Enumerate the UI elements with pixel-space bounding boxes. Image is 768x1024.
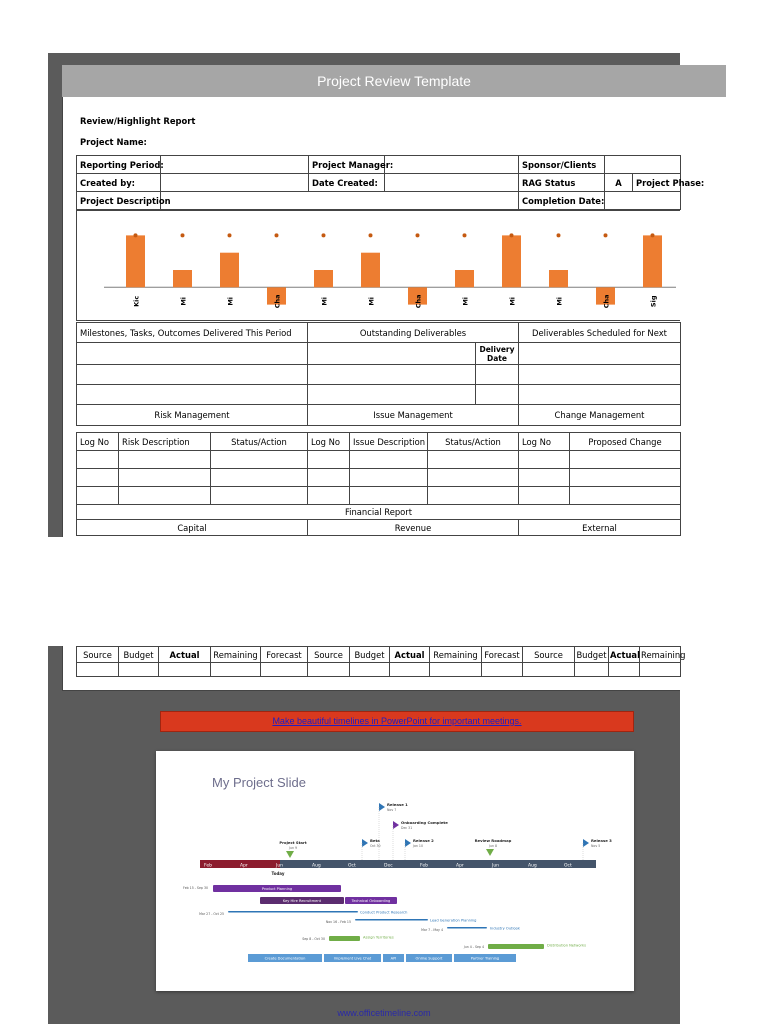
created-by-label: Created by: xyxy=(77,174,161,192)
chart-tick-label: Cha xyxy=(602,294,611,309)
log-header: Log No xyxy=(308,433,350,451)
outstanding-cell[interactable] xyxy=(308,365,476,385)
log-cell[interactable] xyxy=(350,487,428,505)
chart-tick-label: Mi xyxy=(461,296,470,306)
log-cell[interactable] xyxy=(308,469,350,487)
outstanding-cell[interactable] xyxy=(308,343,476,365)
financial-column-header: Remaining xyxy=(640,647,681,663)
financial-report-title: Financial Report xyxy=(77,505,681,520)
sponsor-clients-label: Sponsor/Clients xyxy=(519,156,605,174)
log-cell[interactable] xyxy=(119,487,211,505)
chart-tick-label: Cha xyxy=(273,294,282,309)
timeline-task-label: Key Hire Recruitment xyxy=(282,899,322,903)
timeline-milestone-label: Beta xyxy=(370,838,380,843)
timeline-milestone-marker xyxy=(405,839,411,847)
project-manager-field[interactable] xyxy=(385,156,519,174)
timeline-milestone-date: Jun 8 xyxy=(488,844,498,848)
timeline-milestone-label: Project Start xyxy=(279,840,307,845)
financial-cell[interactable] xyxy=(211,663,261,677)
log-header: Issue Description xyxy=(350,433,428,451)
timeline-milestone-date: Oct 30 xyxy=(370,844,381,848)
timeline-task-bar xyxy=(447,927,487,929)
timeline-task-label: Technical Onboarding xyxy=(351,899,391,903)
timeline-task-dates: Sep 8 - Oct 30 xyxy=(302,937,325,941)
chart-marker xyxy=(322,233,326,237)
financial-column-header: Source xyxy=(308,647,350,663)
timeline-today-label: Today xyxy=(271,871,285,876)
financial-cell[interactable] xyxy=(523,663,575,677)
project-description-label: Project Description xyxy=(77,192,161,210)
timeline-task-bar xyxy=(228,911,358,913)
log-cell[interactable] xyxy=(350,451,428,469)
chart-bar xyxy=(361,253,380,288)
financial-cell[interactable] xyxy=(350,663,390,677)
log-cell[interactable] xyxy=(428,487,519,505)
promo-link[interactable]: Make beautiful timelines in PowerPoint for important meetings. xyxy=(272,716,522,726)
timeline-task-dates: Feb 15 - Sep 30 xyxy=(183,886,208,890)
chart-marker xyxy=(604,233,608,237)
date-created-label: Date Created: xyxy=(309,174,385,192)
reporting-period-label: Reporting Period: xyxy=(77,156,161,174)
timeline-task-label: Product Planning xyxy=(261,887,293,891)
timeline-milestone-marker xyxy=(393,821,399,829)
log-cell[interactable] xyxy=(211,469,308,487)
financial-column-header: Remaining xyxy=(211,647,261,663)
chart-tick-label: Kic xyxy=(132,295,141,307)
financial-column-header: Budget xyxy=(575,647,609,663)
milestones-header: Milestones, Tasks, Outcomes Delivered This Period xyxy=(77,323,308,343)
log-cell[interactable] xyxy=(211,487,308,505)
scheduled-next-cell[interactable] xyxy=(519,365,681,385)
date-created-field[interactable] xyxy=(385,174,519,192)
log-cell[interactable] xyxy=(308,487,350,505)
timeline-task-label: Distribution Networks xyxy=(547,943,586,948)
project-description-field[interactable] xyxy=(161,192,519,210)
chart-marker xyxy=(510,233,514,237)
template-title: Project Review Template xyxy=(62,65,726,97)
timeline-milestone-date: Jun 9 xyxy=(288,846,298,850)
log-header: Proposed Change xyxy=(570,433,681,451)
chart-marker xyxy=(228,233,232,237)
financial-cell[interactable] xyxy=(640,663,681,677)
financial-column-header: Forecast xyxy=(261,647,308,663)
timeline-month-label: Jun xyxy=(276,863,284,869)
chart-bar xyxy=(502,235,521,287)
timeline-task-label: Industry Outlook xyxy=(490,926,520,931)
chart-tick-label: Mi xyxy=(179,296,188,306)
timeline-milestone-label: Review Roadmap xyxy=(474,838,512,843)
management-log-table xyxy=(76,432,681,505)
chart-tick-label: Mi xyxy=(320,296,329,306)
chart-tick-label: Mi xyxy=(555,296,564,306)
chart-marker xyxy=(275,233,279,237)
milestone-bar-chart xyxy=(72,215,680,319)
timeline-task-dates: Mar 7 - May 4 xyxy=(421,928,443,932)
chart-tick-label: Mi xyxy=(508,296,517,306)
timeline-milestone-label: Release 1 xyxy=(387,802,408,807)
delivery-date-cell[interactable] xyxy=(476,365,519,385)
timeline-task-label: Conduct Product Research xyxy=(360,910,408,915)
timeline-month-label: Jun xyxy=(492,863,500,869)
revenue-header: Revenue xyxy=(308,520,519,536)
timeline-task-dates: Mar 27 - Oct 25 xyxy=(199,912,224,916)
log-cell[interactable] xyxy=(119,451,211,469)
scheduled-next-cell[interactable] xyxy=(519,385,681,405)
chart-marker xyxy=(369,233,373,237)
financial-column-header: Actual xyxy=(159,647,211,663)
change-management-header: Change Management xyxy=(519,405,681,426)
timeline-month-label: Aug xyxy=(312,863,321,869)
chart-bar xyxy=(126,235,145,287)
timeline-graphic xyxy=(156,751,634,991)
log-cell[interactable] xyxy=(428,451,519,469)
project-name-label: Project Name: xyxy=(80,137,147,147)
milestones-cell[interactable] xyxy=(77,385,308,405)
log-cell[interactable] xyxy=(77,451,119,469)
timeline-task-bar xyxy=(488,944,544,949)
financial-cell[interactable] xyxy=(609,663,640,677)
financial-column-header: Source xyxy=(77,647,119,663)
timeline-phase-label: Implement Live Chat xyxy=(333,956,372,961)
delivery-date-header: Delivery Date xyxy=(476,343,519,365)
chart-marker xyxy=(557,233,561,237)
financial-cell[interactable] xyxy=(159,663,211,677)
timeline-milestone-date: Dec 31 xyxy=(401,826,413,830)
timeline-milestone-date: Jan 10 xyxy=(413,844,423,848)
timeline-milestone-marker xyxy=(286,851,294,858)
log-cell[interactable] xyxy=(119,469,211,487)
timeline-milestone-marker xyxy=(362,839,368,847)
log-cell[interactable] xyxy=(77,469,119,487)
timeline-task-label: Lead Generation Planning xyxy=(430,918,477,923)
log-header: Log No xyxy=(519,433,570,451)
financial-column-header: Budget xyxy=(119,647,159,663)
financial-column-header: Budget xyxy=(350,647,390,663)
timeline-milestone-label: Release 3 xyxy=(591,838,612,843)
log-cell[interactable] xyxy=(570,469,681,487)
timeline-phase-label: Create Documentation xyxy=(264,956,306,961)
sponsor-clients-field[interactable] xyxy=(605,156,681,174)
chart-bar xyxy=(643,235,662,287)
timeline-month-label: Feb xyxy=(204,863,212,869)
scheduled-next-cell[interactable] xyxy=(519,343,681,365)
financial-cell[interactable] xyxy=(390,663,430,677)
timeline-milestone-date: Nov 7 xyxy=(387,808,397,812)
project-info-table xyxy=(76,155,705,210)
created-by-field[interactable] xyxy=(161,174,309,192)
financial-cell[interactable] xyxy=(482,663,523,677)
project-phase-label: Project Phase: xyxy=(633,174,681,192)
rag-status-label: RAG Status xyxy=(519,174,605,192)
chart-tick-label: Sig xyxy=(649,295,658,308)
log-cell[interactable] xyxy=(519,469,570,487)
log-cell[interactable] xyxy=(519,487,570,505)
timeline-milestone-date: Nov 5 xyxy=(591,844,601,848)
chart-marker xyxy=(134,233,138,237)
timeline-month-label: Aug xyxy=(528,863,537,869)
chart-bar xyxy=(549,270,568,287)
timeline-month-label: Feb xyxy=(420,863,428,869)
financial-report-table xyxy=(76,504,681,536)
timeline-phase-label: Online Support xyxy=(415,956,443,961)
log-cell[interactable] xyxy=(570,451,681,469)
chart-marker xyxy=(416,233,420,237)
financial-cell[interactable] xyxy=(77,663,119,677)
timeline-task-dates: Jun 4 - Sep 4 xyxy=(463,945,484,949)
timeline-phase-label: API xyxy=(390,956,397,961)
chart-bar xyxy=(455,270,474,287)
chart-bar xyxy=(220,253,239,288)
slide-title: My Project Slide xyxy=(212,775,306,790)
outstanding-header: Outstanding Deliverables xyxy=(308,323,519,343)
timeline-month-label: Apr xyxy=(456,863,464,869)
issue-management-header: Issue Management xyxy=(308,405,519,426)
timeline-slide-preview[interactable] xyxy=(156,751,634,991)
financial-cell[interactable] xyxy=(430,663,482,677)
log-header: Status/Action xyxy=(211,433,308,451)
chart-bar xyxy=(173,270,192,287)
completion-date-label: Completion Date: xyxy=(519,192,605,210)
log-header: Log No xyxy=(77,433,119,451)
financial-cell[interactable] xyxy=(261,663,308,677)
timeline-month-label: Oct xyxy=(564,863,572,869)
delivery-date-cell[interactable] xyxy=(476,385,519,405)
timeline-task-bar xyxy=(355,919,428,921)
report-heading: Review/Highlight Report xyxy=(80,116,196,126)
log-cell[interactable] xyxy=(570,487,681,505)
log-header: Status/Action xyxy=(428,433,519,451)
timeline-milestone-marker xyxy=(486,849,494,856)
timeline-month-label: Oct xyxy=(348,863,356,869)
rag-status-value[interactable]: A xyxy=(605,174,633,192)
timeline-phase-label: Partner Training xyxy=(470,956,500,961)
chart-tick-label: Mi xyxy=(226,296,235,306)
timeline-milestone-marker xyxy=(379,803,385,811)
log-cell[interactable] xyxy=(519,451,570,469)
timeline-milestone-marker xyxy=(583,839,589,847)
log-header: Risk Description xyxy=(119,433,211,451)
milestones-cell[interactable] xyxy=(77,365,308,385)
milestones-cell[interactable] xyxy=(77,343,308,365)
chart-bar xyxy=(314,270,333,287)
risk-management-header: Risk Management xyxy=(77,405,308,426)
timeline-month-label: Dec xyxy=(384,863,393,869)
reporting-period-field[interactable] xyxy=(161,156,309,174)
chart-marker xyxy=(463,233,467,237)
chart-tick-label: Mi xyxy=(367,296,376,306)
financial-cell[interactable] xyxy=(308,663,350,677)
log-cell[interactable] xyxy=(308,451,350,469)
financial-column-header: Actual xyxy=(390,647,430,663)
scheduled-next-header: Deliverables Scheduled for Next xyxy=(519,323,681,343)
log-cell[interactable] xyxy=(211,451,308,469)
timeline-milestone-label: Release 2 xyxy=(413,838,434,843)
financial-column-header: Forecast xyxy=(482,647,523,663)
timeline-month-label: Apr xyxy=(240,863,248,869)
log-cell[interactable] xyxy=(350,469,428,487)
promo-banner xyxy=(160,711,634,732)
log-cell[interactable] xyxy=(428,469,519,487)
external-header: External xyxy=(519,520,681,536)
deliverables-table xyxy=(76,322,681,426)
timeline-task-bar xyxy=(329,936,360,941)
chart-marker xyxy=(651,233,655,237)
financial-column-header: Remaining xyxy=(430,647,482,663)
financial-cell[interactable] xyxy=(575,663,609,677)
financial-column-header: Source xyxy=(523,647,575,663)
completion-date-field[interactable] xyxy=(605,192,681,210)
capital-header: Capital xyxy=(77,520,308,536)
chart-tick-label: Cha xyxy=(414,294,423,309)
financial-cell[interactable] xyxy=(119,663,159,677)
project-manager-label: Project Manager: xyxy=(309,156,385,174)
log-cell[interactable] xyxy=(77,487,119,505)
timeline-task-dates: Nov 16 - Feb 15 xyxy=(325,920,351,924)
timeline-task-label: Assign Territories xyxy=(363,935,394,940)
timeline-milestone-label: Onboarding Complete xyxy=(401,820,448,825)
chart-marker xyxy=(181,233,185,237)
financial-column-header: Actual xyxy=(609,647,640,663)
financial-detail-table xyxy=(76,646,686,677)
footer-link[interactable]: www.officetimeline.com xyxy=(337,1008,431,1018)
outstanding-cell[interactable] xyxy=(308,385,476,405)
